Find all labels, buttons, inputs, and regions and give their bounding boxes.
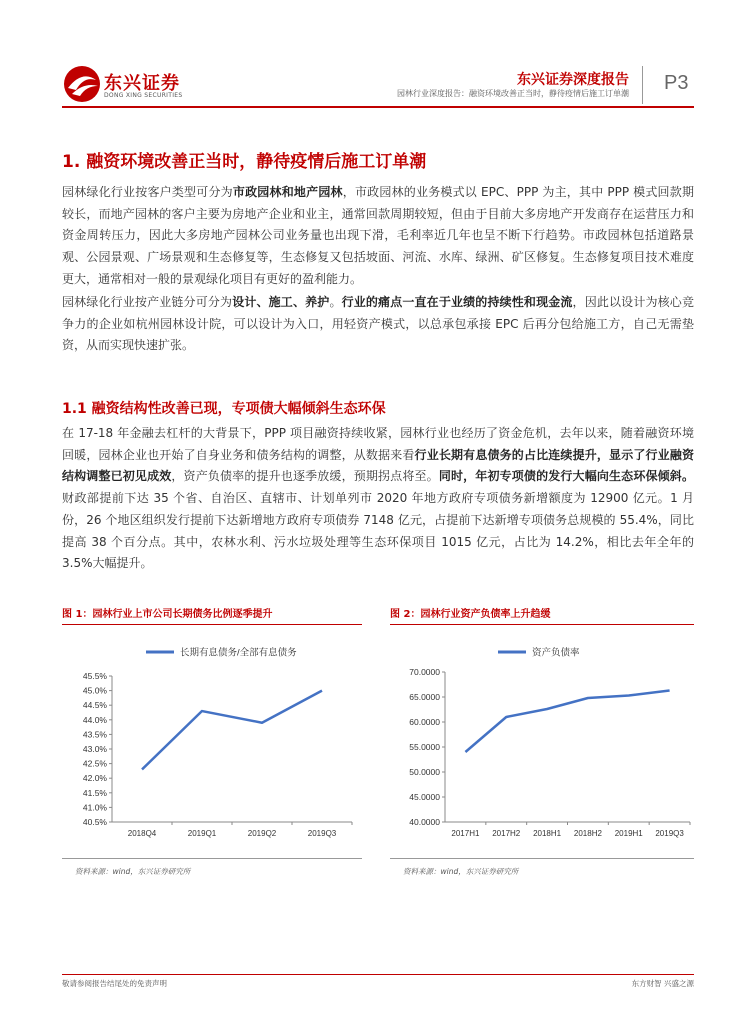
y-tick-label: 43.5% bbox=[82, 729, 107, 740]
y-tick-label: 50.0000 bbox=[409, 767, 440, 777]
page-number: P3 bbox=[664, 72, 689, 94]
y-tick-label: 42.0% bbox=[82, 773, 107, 784]
figure-2-rule bbox=[390, 624, 694, 625]
x-tick-label: 2019Q2 bbox=[247, 829, 277, 838]
brand-title: 东兴证券深度报告 bbox=[517, 72, 629, 88]
chart-long-term-debt-ratio bbox=[62, 630, 362, 852]
x-tick-label: 2018Q4 bbox=[127, 829, 157, 838]
text-run: 园林绿化行业按客户类型可分为 bbox=[62, 185, 233, 199]
y-tick-label: 65.0000 bbox=[409, 692, 440, 702]
bold-run: 行业的痛点一直在于业绩的持续性和现金流 bbox=[341, 295, 573, 309]
logo-circle-icon bbox=[64, 66, 100, 102]
text-run: 财政部提前下达 35 个省、自治区、直辖市、计划单列市 2020 年地方政府专项债务新增额度为 12900 亿元。1 月份，26 个地区组织发行提前下达新增地方政府专项债券 7148 亿元，占提前下达新增专项债务总规模的 55.4%，同比提高 38 个百分点。其中，农林水利、污水垃圾处理等生态环保项目 1015 亿元，占比为 14.2%，相比去年全年的 3.5%大幅提升。 bbox=[62, 491, 694, 571]
paragraph-2 bbox=[62, 292, 694, 357]
y-tick-label: 45.5% bbox=[82, 671, 107, 681]
y-tick-label: 44.0% bbox=[82, 714, 107, 725]
chart-debt-asset-ratio bbox=[390, 630, 694, 852]
y-tick-label: 70.0000 bbox=[409, 667, 440, 677]
x-tick-label: 2019Q3 bbox=[307, 829, 337, 838]
figure-1-title: 图 1：园林行业上市公司长期债务比例逐季提升 bbox=[62, 609, 273, 620]
logo-text: 东兴证券 bbox=[104, 73, 180, 94]
legend-label: 资产负债率 bbox=[532, 647, 580, 659]
bold-run: 同时，年初专项债的发行大幅向生态环保倾斜。 bbox=[438, 469, 694, 484]
figure-1-source: 资料来源：wind，东兴证券研究所 bbox=[75, 867, 191, 876]
footer-rule bbox=[62, 974, 694, 975]
x-tick-label: 2019Q3 bbox=[655, 829, 684, 838]
y-tick-label: 42.5% bbox=[82, 758, 107, 769]
bold-run: 设计、施工、养护 bbox=[232, 295, 330, 309]
y-tick-label: 45.0000 bbox=[409, 792, 440, 802]
report-subtitle: 园林行业深度报告：融资环境改善正当时，静待疫情后施工订单潮 bbox=[397, 89, 629, 98]
y-tick-label: 43.0% bbox=[82, 744, 107, 754]
logo-subtext: DONG XING SECURITIES bbox=[104, 92, 183, 99]
x-tick-label: 2017H1 bbox=[451, 829, 480, 838]
figure-2-source: 资料来源：wind，东兴证券研究所 bbox=[403, 867, 519, 876]
text-run: ，资产负债率的提升也逐季放缓，预期拐点将至。 bbox=[171, 469, 439, 484]
paragraph-1 bbox=[62, 182, 694, 291]
footer-slogan: 东方财智 兴盛之源 bbox=[631, 979, 694, 988]
header-rule bbox=[62, 106, 694, 108]
x-tick-label: 2018H2 bbox=[573, 829, 602, 838]
y-tick-label: 41.0% bbox=[82, 802, 107, 813]
y-tick-label: 44.5% bbox=[82, 700, 107, 711]
y-tick-label: 45.0% bbox=[82, 685, 107, 696]
figure-2-source-rule bbox=[390, 858, 694, 859]
x-tick-label: 2017H2 bbox=[492, 829, 521, 838]
y-tick-label: 40.0000 bbox=[409, 817, 440, 827]
x-tick-label: 2019Q1 bbox=[187, 829, 217, 838]
figure-2-title: 图 2：园林行业资产负债率上升趋缓 bbox=[390, 609, 551, 620]
header-divider bbox=[642, 66, 643, 104]
text-run: 在 17-18 年金融去杠杆的大背景下，PPP 项目融资持续收紧，园林行业也经历了资金危机，去年以来，随着融资环境回暖，园林企业也开始了自身业务和债务结构的调整，从数据来看 bbox=[62, 426, 694, 462]
figure-1-rule bbox=[62, 624, 362, 625]
paragraph-3 bbox=[62, 423, 694, 575]
y-tick-label: 41.5% bbox=[82, 787, 107, 798]
figure-1-source-rule bbox=[62, 858, 362, 859]
legend-label: 长期有息债务/全部有息债务 bbox=[180, 647, 297, 659]
section-heading: 1. 融资环境改善正当时，静待疫情后施工订单潮 bbox=[62, 152, 427, 172]
series-line bbox=[142, 691, 322, 770]
text-run: 园林绿化行业按产业链分可分为 bbox=[62, 295, 233, 309]
text-run: 。 bbox=[329, 295, 342, 309]
bold-run: 市政园林和地产园林 bbox=[232, 185, 343, 199]
footer-disclaimer: 敬请参阅报告结尾处的免责声明 bbox=[62, 979, 167, 988]
x-tick-label: 2019H1 bbox=[614, 829, 643, 838]
text-run: ，因此以设计为核心竞争力的企业如杭州园林设计院，可以设计为入口，用轻资产模式，以总承包承接 EPC 后再分包给施工方，自己无需垫资，从而实现快速扩张。 bbox=[62, 295, 694, 353]
y-tick-label: 60.0000 bbox=[409, 717, 440, 727]
series-line bbox=[465, 691, 669, 753]
subsection-heading: 1.1 融资结构性改善已现，专项债大幅倾斜生态环保 bbox=[62, 401, 386, 417]
y-tick-label: 55.0000 bbox=[409, 742, 440, 752]
y-tick-label: 40.5% bbox=[82, 817, 107, 827]
text-run: ，市政园林的业务模式以 EPC、PPP 为主，其中 PPP 模式回款期较长，而地产园林的客户主要为房地产企业和业主，通常回款周期较短，但由于目前大多房地产开发商存在运营压力和资金周转压力，因此大多房地产园林公司业务量也出现下滑，毛利率近几年也呈不断下行趋势。市政园林包括道路景观、公园景观、广场景观和生态修复等，生态修复又包括坡面、河流、水库、绿洲、矿区修复。生态修复项目技术难度更大，通常相对一般的景观绿化项目有更好的盈利能力。 bbox=[62, 185, 694, 286]
bold-run: 行业长期有息债务的占比连续提升，显示了行业融资结构调整已初见成效 bbox=[62, 447, 694, 484]
x-tick-label: 2018H1 bbox=[533, 829, 562, 838]
